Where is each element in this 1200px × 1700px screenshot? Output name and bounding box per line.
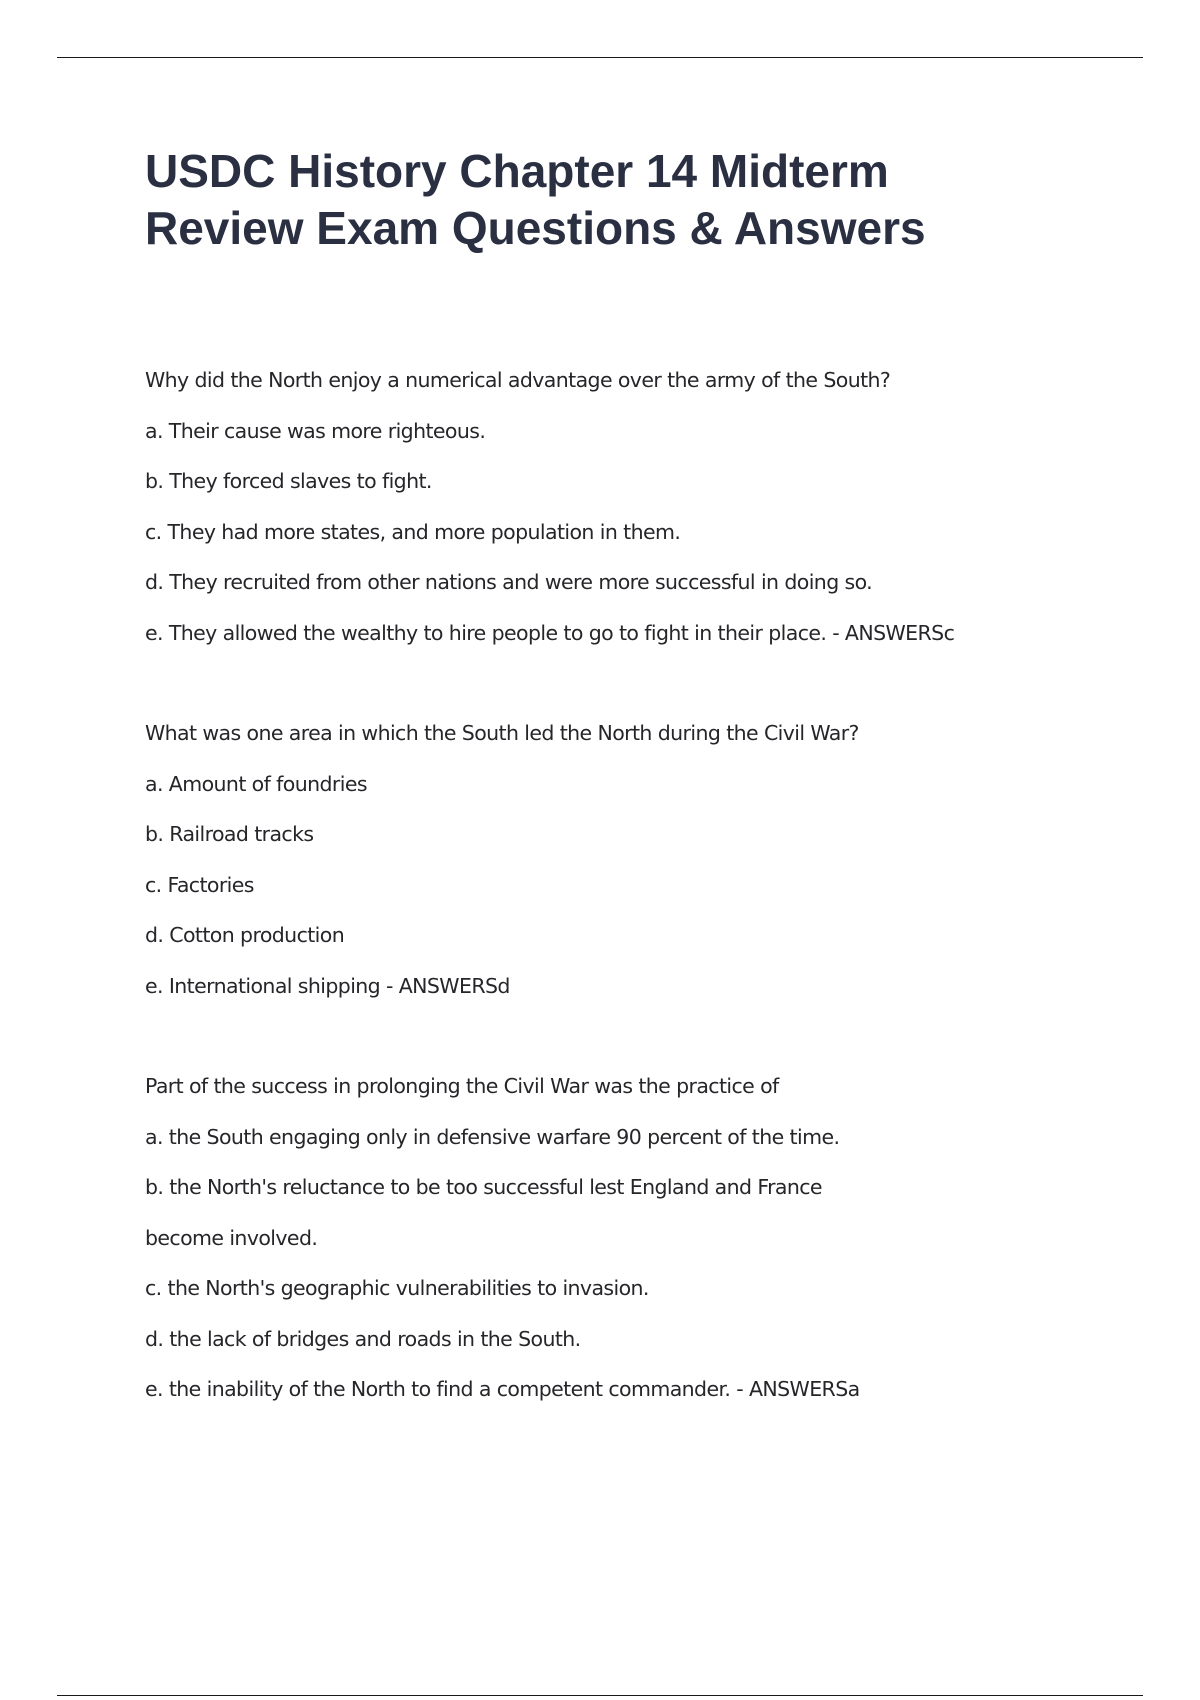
question-list	[145, 355, 1095, 1465]
answer-option: b. Railroad tracks	[145, 822, 314, 846]
question-block	[145, 1061, 1095, 1415]
answer-option: a. Their cause was more righteous.	[145, 418, 486, 443]
answer-option: b. They forced slaves to fight.	[145, 469, 432, 493]
answer-option: a. Amount of foundries	[145, 771, 367, 796]
answer-option: d. They recruited from other nations and were more successful in doing so.	[145, 570, 873, 594]
answer-option: d. Cotton production	[145, 923, 345, 947]
answer-option: b. the North's reluctance to be too successful lest England and France	[145, 1175, 822, 1199]
answer-option: c. Factories	[145, 872, 254, 897]
question-text: Part of the success in prolonging the Civil War was the practice of	[145, 1074, 779, 1098]
document-title: USDC History Chapter 14 Midterm Review Exam Questions & Answers	[145, 145, 926, 254]
answer-option-with-key: e. International shipping - ANSWERSd	[145, 973, 510, 998]
answer-option: c. the North's geographic vulnerabilities to invasion.	[145, 1276, 649, 1300]
answer-option-with-key: e. They allowed the wealthy to hire people to go to fight in their place. - ANSWERSc	[145, 620, 955, 645]
top-rule	[57, 57, 1143, 58]
answer-option: c. They had more states, and more population in them.	[145, 519, 681, 544]
question-block	[145, 708, 1095, 1011]
question-block	[145, 355, 1095, 658]
question-text: What was one area in which the South led the North during the Civil War?	[145, 721, 859, 745]
answer-option: a. the South engaging only in defensive warfare 90 percent of the time.	[145, 1124, 840, 1149]
answer-option: d. the lack of bridges and roads in the South.	[145, 1326, 581, 1351]
answer-option-continuation: become involved.	[145, 1225, 318, 1250]
bottom-rule	[57, 1695, 1143, 1696]
answer-option-with-key: e. the inability of the North to find a competent commander. - ANSWERSa	[145, 1377, 860, 1401]
question-text: Why did the North enjoy a numerical advantage over the army of the South?	[145, 368, 891, 392]
